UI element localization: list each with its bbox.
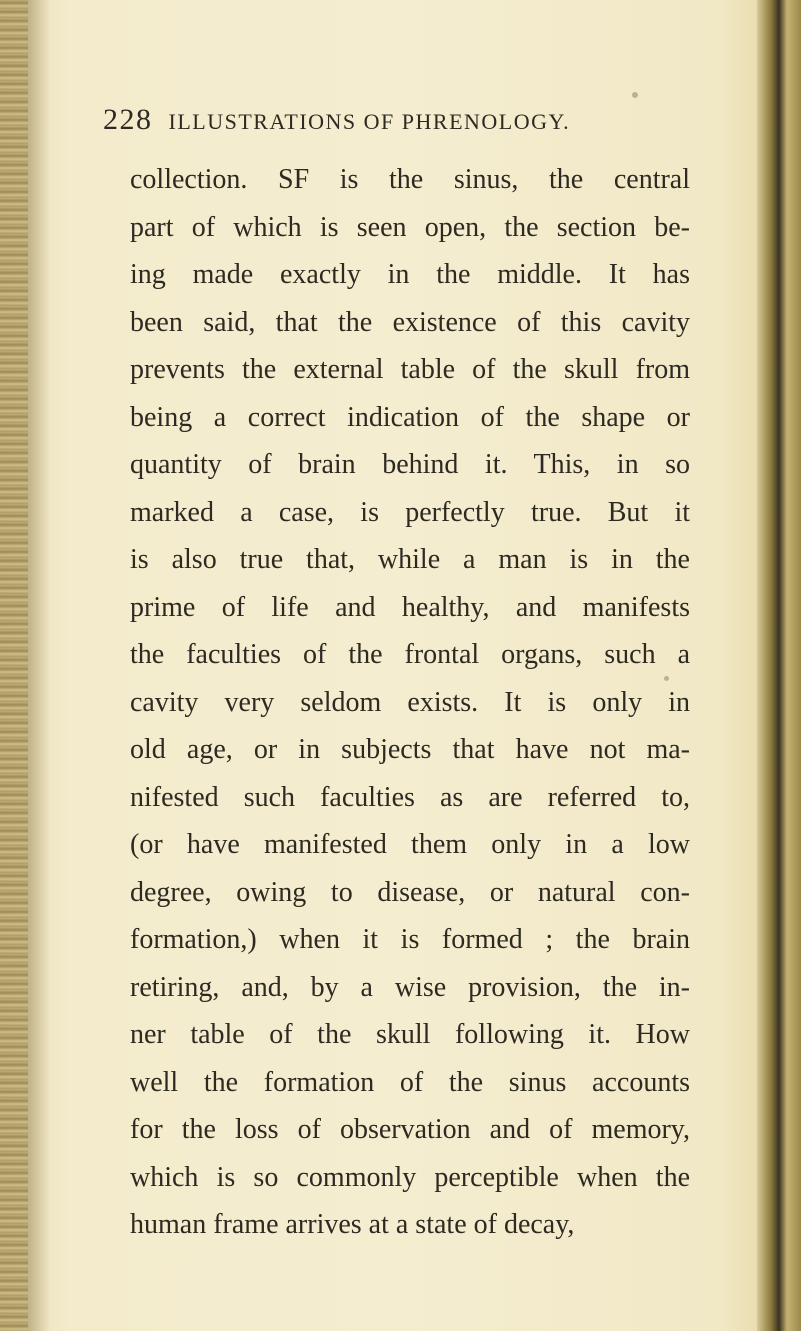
text-line: for the loss of observation and of memory,: [130, 1114, 690, 1145]
text-line: ner table of the skull following it. How: [130, 1019, 690, 1050]
running-header: [103, 103, 663, 147]
text-line: the faculties of the frontal organs, such a: [130, 639, 690, 670]
text-line: part of which is seen open, the section be-: [130, 211, 690, 243]
text-line: is also true that, while a man is in the: [130, 544, 690, 575]
text-line: retiring, and, by a wise provision, the in-: [130, 971, 690, 1003]
text-line: ing made exactly in the middle. It has: [130, 259, 690, 290]
text-line: quantity of brain behind it. This, in so: [130, 449, 690, 480]
text-line: marked a case, is perfectly true. But it: [130, 496, 690, 528]
running-title: ILLUSTRATIONS OF PHRENOLOGY.: [168, 109, 571, 134]
gutter-shadow: [28, 0, 50, 1331]
text-line: being a correct indication of the shape or: [130, 401, 690, 433]
text-line: (or have manifested them only in a low: [130, 829, 690, 860]
text-line: collection. SF is the sinus, the central: [130, 164, 690, 195]
text-line: formation,) when it is formed ; the brain: [130, 924, 690, 955]
ink-speck: [632, 92, 638, 98]
text-line: which is so commonly perceptible when the: [130, 1161, 690, 1193]
body-text: [130, 156, 690, 1249]
page-gutter-left: [0, 0, 28, 1331]
text-line: human frame arrives at a state of decay,: [130, 1209, 575, 1240]
page-edge-right: [757, 0, 801, 1331]
text-line: old age, or in subjects that have not ma-: [130, 734, 690, 765]
text-line: prevents the external table of the skull from: [130, 354, 690, 385]
text-line: been said, that the existence of this cavity: [130, 306, 690, 338]
text-line: nifested such faculties as are referred to,: [130, 781, 690, 813]
text-line: degree, owing to disease, or natural con-: [130, 876, 690, 908]
text-line: prime of life and healthy, and manifests: [130, 591, 690, 623]
text-line: well the formation of the sinus accounts: [130, 1066, 690, 1098]
page-number: 228: [103, 103, 153, 136]
text-line: cavity very seldom exists. It is only in: [130, 686, 690, 718]
